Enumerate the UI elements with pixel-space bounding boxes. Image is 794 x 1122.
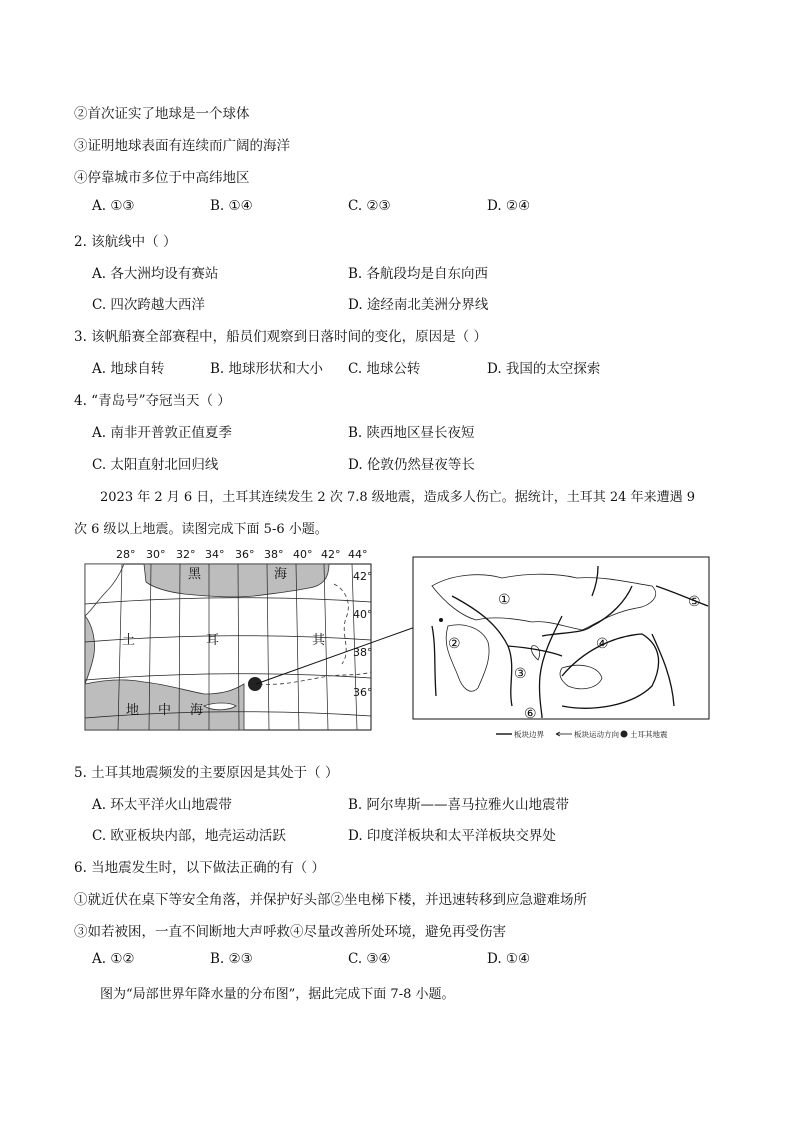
q3-option-d[interactable]: D. 我国的太空探索 [487,361,601,377]
lat-label: 40° [353,608,373,621]
plate-number: ② [448,636,461,652]
lon-label: 38° [264,548,284,561]
lon-label: 28° [116,548,136,561]
q3-option-a[interactable]: A. 地球自转 [92,361,165,377]
q5-option-b[interactable]: B. 阿尔卑斯——喜马拉雅火山地震带 [348,797,570,813]
earthquake-marker [439,618,443,622]
map-label: 黑 [188,567,202,582]
map-label: 其 [312,633,326,648]
q1-statement-3: ③证明地球表面有连续而广阔的海洋 [74,138,290,154]
legend-quake: 土耳其地震 [630,730,668,739]
q1-statement-2: ②首次证实了地球是一个球体 [74,106,250,122]
q1-option-b[interactable]: B. ①④ [210,198,253,214]
q3-option-c[interactable]: C. 地球公转 [348,361,421,377]
lon-label: 34° [205,548,225,561]
lon-label: 42° [321,548,341,561]
map-label: 耳 [206,633,220,648]
q5-stem: 5. 土耳其地震频发的主要原因是其处于（ ） [74,765,339,781]
map-label: 海 [274,567,288,582]
plate-number: ⑤ [688,594,701,610]
q3-stem: 3. 该帆船赛全部赛程中，船员们观察到日落时间的变化，原因是（ ） [74,329,487,345]
q1-statement-4: ④停靠城市多位于中高纬地区 [74,170,250,186]
q6-statements-1: ①就近伏在桌下等安全角落，并保护好头部②坐电梯下楼，并迅速转移到应急避难场所 [74,892,587,908]
lon-label: 36° [235,548,255,561]
legend-motion: 板块运动方向 [574,730,619,739]
q6-statements-2: ③如若被困，一直不间断地大声呼救④尽量改善所处环境，避免再受伤害 [74,924,506,940]
q4-option-c[interactable]: C. 太阳直射北回归线 [92,457,219,473]
intro-line-1: 2023 年 2 月 6 日，土耳其连续发生 2 次 7.8 级地震，造成多人伤亡。据统计，土耳其 24 年来遭遇 9 [100,490,695,505]
lat-label: 38° [353,646,373,659]
q4-option-a[interactable]: A. 南非开普敦正值夏季 [92,425,232,441]
q5-option-a[interactable]: A. 环太平洋火山地震带 [92,797,232,813]
q6-option-d[interactable]: D. ①④ [487,951,531,967]
q5-option-d[interactable]: D. 印度洋板块和太平洋板块交界处 [348,828,556,844]
q4-option-b[interactable]: B. 陕西地区昼长夜短 [348,425,475,441]
q6-option-c[interactable]: C. ③④ [348,951,391,967]
plate-number: ⑥ [524,706,537,722]
q6-stem: 6. 当地震发生时，以下做法正确的有（ ） [74,860,325,876]
q2-option-c[interactable]: C. 四次跨越大西洋 [92,297,205,313]
longitude-labels [116,548,368,561]
q4-stem: 4. “青岛号”夺冠当天（ ） [74,393,231,409]
plate-number: ③ [514,666,527,682]
q1-option-a[interactable]: A. ①③ [92,198,135,214]
plates-map [412,556,712,742]
lon-label: 44° [348,548,368,561]
lon-label: 30° [146,548,166,561]
q2-option-b[interactable]: B. 各航段均是自东向西 [348,266,489,282]
outro-text: 图为“局部世界年降水量的分布图”，据此完成下面 7-8 小题。 [100,987,455,1002]
q2-stem: 2. 该航线中（ ） [74,234,177,250]
lon-label: 40° [293,548,313,561]
q1-option-c[interactable]: C. ②③ [348,198,391,214]
map-label: 地 [126,703,140,718]
q2-option-a[interactable]: A. 各大洲均设有赛站 [92,266,219,282]
lon-label: 32° [176,548,196,561]
map-label: 海 [190,703,204,718]
lat-label: 36° [353,686,373,699]
legend-boundary: 板块边界 [514,730,544,739]
map-label: 中 [158,703,172,718]
lat-label: 42° [353,570,373,583]
plate-number: ① [498,592,511,608]
legend [496,729,668,739]
q1-option-d[interactable]: D. ②④ [487,198,531,214]
q6-option-a[interactable]: A. ①② [92,951,135,967]
q2-option-d[interactable]: D. 途经南北美洲分界线 [348,297,489,313]
q5-option-c[interactable]: C. 欧亚板块内部，地壳运动活跃 [92,828,286,844]
map-label: 土 [122,633,136,648]
plate-number: ④ [596,636,609,652]
q4-option-d[interactable]: D. 伦敦仍然昼夜等长 [348,457,475,473]
intro-line-2: 次 6 级以上地震。读图完成下面 5-6 小题。 [74,522,328,537]
q3-option-b[interactable]: B. 地球形状和大小 [210,361,324,377]
q6-option-b[interactable]: B. ②③ [210,951,253,967]
